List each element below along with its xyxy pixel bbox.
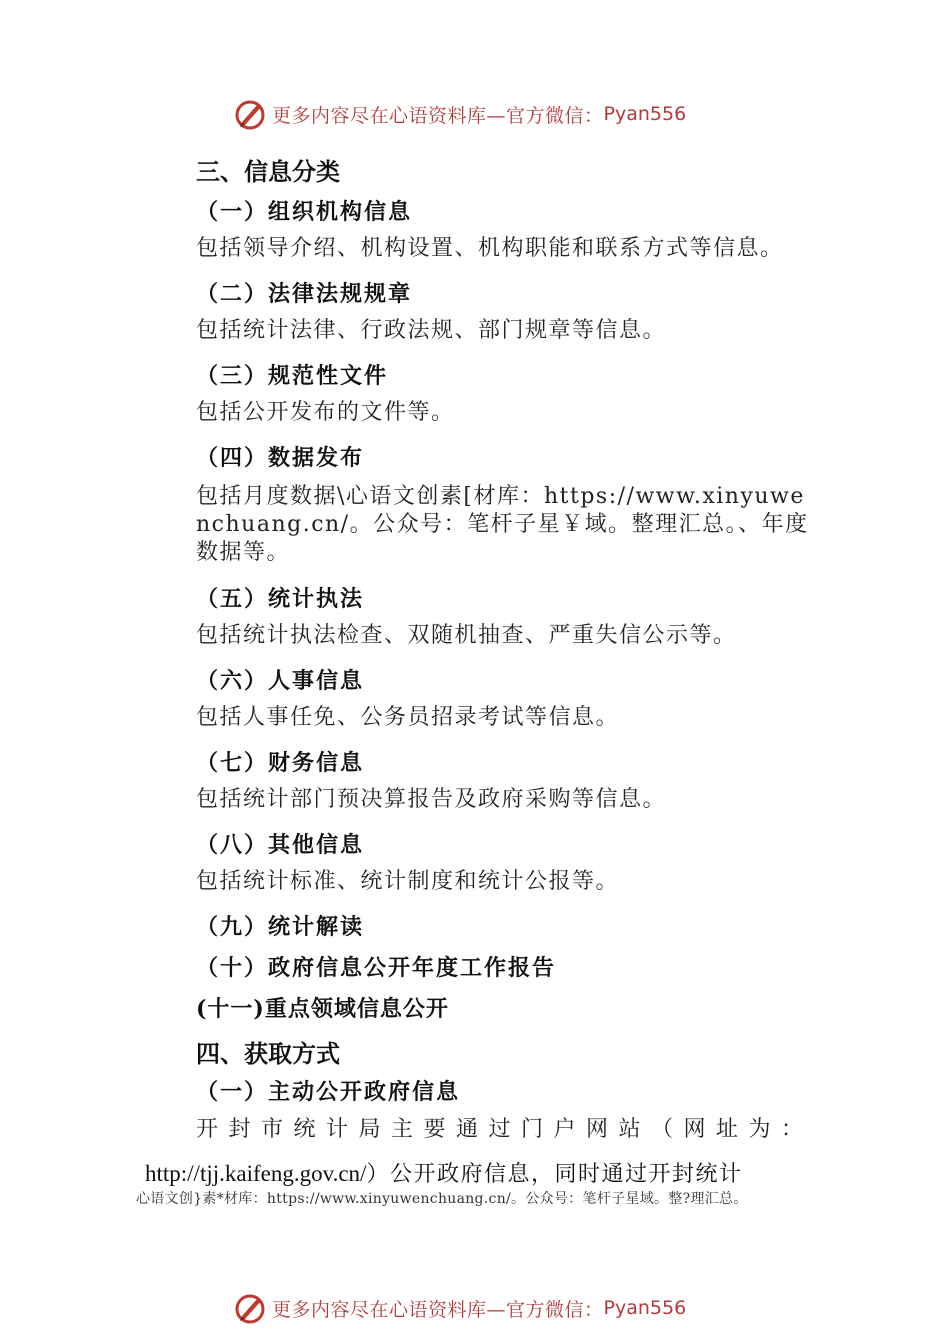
item-title: （二）法律法规规章 [196, 281, 413, 307]
website-url: http://tjj.kaifeng.gov.cn/ [145, 1161, 367, 1186]
item-title: （九）统计解读 [196, 914, 365, 940]
banner-wechat-id: Pyan556 [603, 103, 687, 125]
item-title: （六）人事信息 [196, 668, 365, 694]
item-desc: 包括统计法律、行政法规、部门规章等信息。 [196, 318, 667, 343]
item-desc: 包括统计执法检查、双随机抽查、严重失信公示等。 [196, 623, 737, 648]
header-banner [232, 96, 686, 132]
item-title: （一）组织机构信息 [196, 199, 413, 225]
pen-logo-icon [232, 96, 268, 132]
subsection-title: （一）主动公开政府信息 [196, 1079, 461, 1105]
footer-banner [232, 1290, 686, 1326]
banner-text: 更多内容尽在心语资料库—官方微信： [272, 1298, 604, 1321]
section-title-access: 四、获取方式 [196, 1040, 340, 1068]
item-title: （十）政府信息公开年度工作报告 [196, 955, 557, 981]
item-title: （七）财务信息 [196, 750, 365, 776]
item-desc: 包括月度数据\心语文创素[材库：https://www.xinyuwenchuang.cn/。公众号：笔杆子星￥域。整理汇总。、年度数据等。 [196, 484, 809, 565]
item-title: （三）规范性文件 [196, 363, 389, 389]
item-title: （五）统计执法 [196, 586, 365, 612]
paragraph-text: ）公开政府信息，同时通过开封统计 [366, 1162, 743, 1187]
item-title: （八）其他信息 [196, 832, 365, 858]
paragraph-line-url [145, 1157, 742, 1188]
item-desc: 包括统计标准、统计制度和统计公报等。 [196, 869, 620, 894]
item-title: (十一)重点领域信息公开 [196, 996, 449, 1022]
item-title: （四）数据发布 [196, 445, 365, 471]
pen-logo-icon [232, 1290, 268, 1326]
banner-text: 更多内容尽在心语资料库—官方微信： [272, 104, 604, 127]
section-title-classification: 三、信息分类 [196, 158, 340, 186]
banner-wechat-id: Pyan556 [603, 1297, 687, 1319]
item-desc: 包括人事任免、公务员招录考试等信息。 [196, 705, 620, 730]
paragraph-line: 开封市统计局主要通过门户网站（网址为： [196, 1117, 814, 1142]
item-desc: 包括统计部门预决算报告及政府采购等信息。 [196, 787, 667, 812]
footer-note: 心语文创}素*材库：https://www.xinyuwenchuang.cn/。公众号：笔杆子星域。整?理汇总。 [136, 1191, 748, 1207]
item-desc: 包括公开发布的文件等。 [196, 400, 455, 425]
item-desc: 包括领导介绍、机构设置、机构职能和联系方式等信息。 [196, 236, 784, 261]
